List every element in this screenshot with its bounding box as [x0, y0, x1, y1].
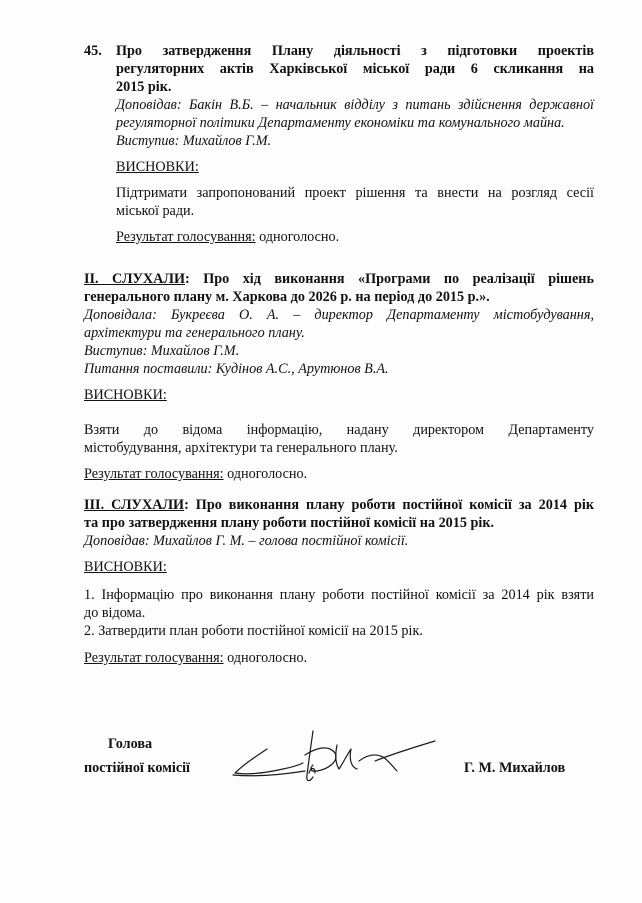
section2-heading-line2: генерального плану м. Харкова до 2026 р. на період до 2015 р.». [84, 289, 490, 305]
section3-heading-text: : Про виконання плану роботи постійної комісії за 2014 рік [184, 497, 594, 513]
section2-speaker-line2: архітектури та генерального плану. [84, 325, 305, 341]
section3-conclusion2: 2. Затвердити план роботи постійної комісії на 2015 рік. [84, 623, 423, 639]
section3-conclusion1-line1: 1. Інформацію про виконання плану роботи постійної комісії за 2014 рік взяти [84, 587, 594, 603]
section3-speaker: Доповідав: Михайлов Г. М. – голова постійної комісії. [84, 533, 409, 549]
vote-label: Результат голосування: [84, 466, 224, 482]
item45-title-line1: Про затвердження Плану діяльності з підготовки проектів [116, 43, 594, 59]
vote-label: Результат голосування: [84, 650, 224, 666]
section2-questions: Питання поставили: Кудінов А.С., Арутюнов В.А. [84, 361, 389, 377]
item45-speech: Виступив: Михайлов Г.М. [116, 133, 272, 149]
section3-conclusion1-line2: до відома. [84, 605, 146, 621]
section3-heading-label: III. СЛУХАЛИ [84, 497, 185, 513]
section2-conclusion-line1: Взяти до відома інформацію, надану директором Департаменту [84, 422, 594, 438]
handwritten-signature [225, 727, 450, 797]
section2-vote [84, 465, 307, 483]
section2-speech: Виступив: Михайлов Г.М. [84, 343, 240, 359]
vote-value: одноголосно. [223, 466, 308, 482]
item45-speaker-line1: Доповідав: Бакін В.Б. – начальник відділу з питань здійснення державної [116, 97, 594, 113]
item45-conclusions-label: ВИСНОВКИ: [116, 159, 199, 175]
section2-heading-label: II. СЛУХАЛИ [84, 271, 186, 287]
section2-heading-text: : Про хід виконання «Програми по реалізації рішень [185, 271, 594, 287]
signature-title-line2: постійної комісії [84, 760, 191, 776]
section3-heading-line2: та про затвердження плану роботи постійної комісії на 2015 рік. [84, 515, 495, 531]
item45-conclusion-line2: міської ради. [116, 203, 195, 219]
item45-title-line2: регуляторних актів Харківської міської ради 6 скликання на [116, 61, 594, 77]
section2-speaker-line1: Доповідала: Букреєва О. А. – директор Департаменту містобудування, [84, 307, 594, 323]
item45-title-line3: 2015 рік. [116, 79, 172, 95]
item45-speaker-line2: регуляторної політики Департаменту економіки та комунального майна. [116, 115, 565, 131]
signature-name: Г. М. Михайлов [464, 760, 566, 776]
item-number: 45. [84, 43, 102, 59]
vote-value: одноголосно. [223, 650, 308, 666]
vote-label: Результат голосування: [116, 229, 256, 245]
section2-conclusion-line2: містобудування, архітектури та генерального плану. [84, 440, 398, 456]
section3-conclusions-label: ВИСНОВКИ: [84, 559, 167, 575]
vote-value: одноголосно. [255, 229, 340, 245]
section3-vote [84, 649, 307, 667]
section2-heading-line1 [84, 270, 594, 288]
signature-title-line1: Голова [108, 736, 153, 752]
item45-vote [116, 228, 339, 246]
section3-heading-line1 [84, 496, 594, 514]
section2-conclusions-label: ВИСНОВКИ: [84, 387, 167, 403]
item45-conclusion-line1: Підтримати запропонований проект рішення та внести на розгляд сесії [116, 185, 594, 201]
